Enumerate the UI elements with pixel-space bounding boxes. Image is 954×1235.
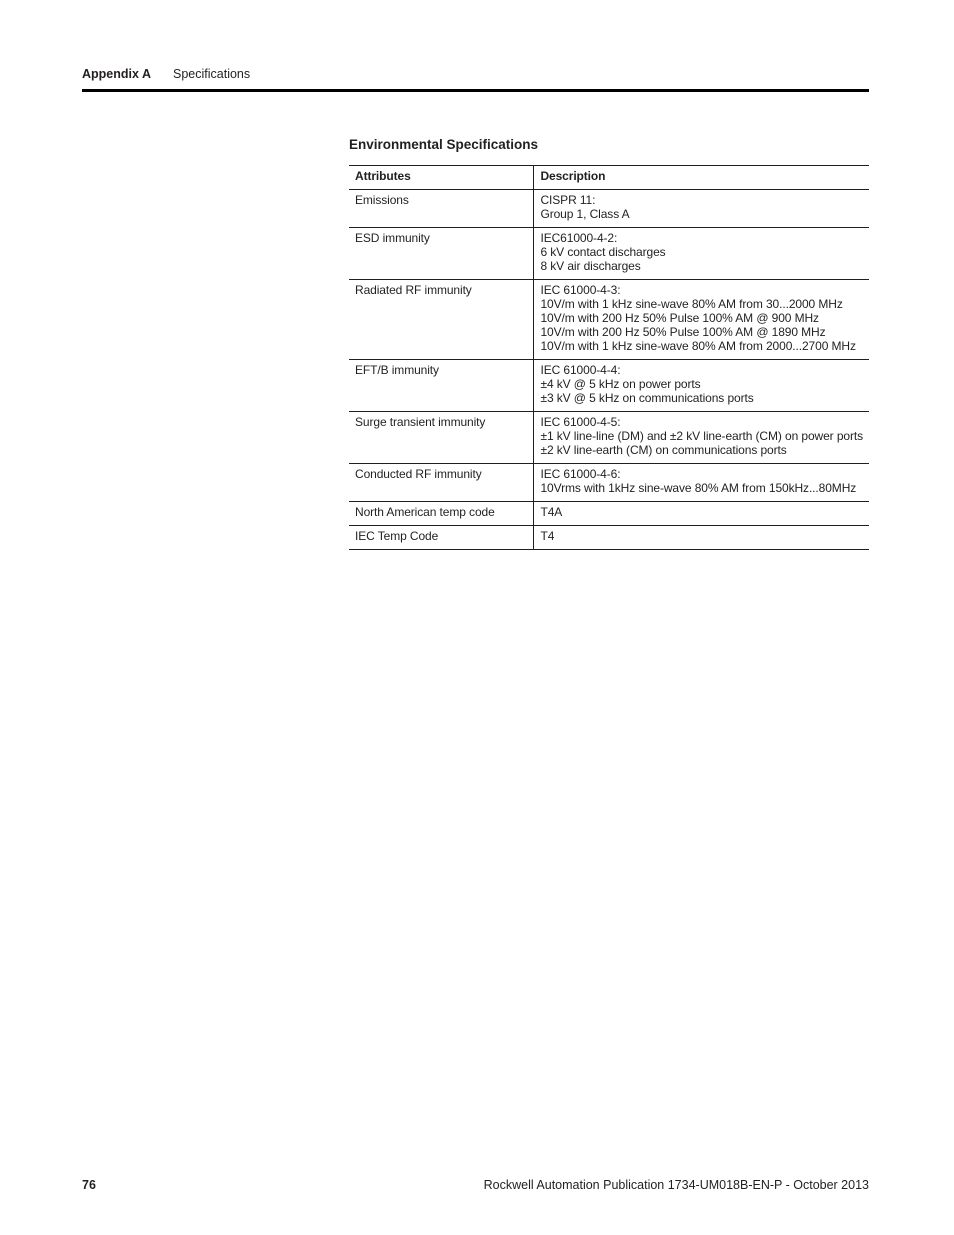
table-row xyxy=(349,228,869,280)
table-header-row xyxy=(349,166,869,190)
description-cell xyxy=(534,464,869,502)
description-line: 10V/m with 1 kHz sine-wave 80% AM from 30...2000 MHz xyxy=(540,297,843,311)
attribute-cell: Surge transient immunity xyxy=(349,412,534,464)
attribute-cell: Emissions xyxy=(349,190,534,228)
description-cell xyxy=(534,228,869,280)
description-line: ±1 kV line-line (DM) and ±2 kV line-earth (CM) on power ports xyxy=(540,429,863,443)
column-header-description: Description xyxy=(534,166,869,190)
attribute-cell: ESD immunity xyxy=(349,228,534,280)
page-header xyxy=(82,66,869,82)
environmental-specifications-table xyxy=(349,165,869,550)
attribute-cell: North American temp code xyxy=(349,502,534,526)
description-line: IEC61000-4-2: xyxy=(540,231,618,245)
description-cell xyxy=(534,526,869,550)
description-cell xyxy=(534,280,869,360)
description-cell xyxy=(534,502,869,526)
table-row xyxy=(349,502,869,526)
table-row xyxy=(349,412,869,464)
attribute-cell: Radiated RF immunity xyxy=(349,280,534,360)
description-line: Group 1, Class A xyxy=(540,207,630,221)
description-line: ±3 kV @ 5 kHz on communications ports xyxy=(540,391,754,405)
header-rule xyxy=(82,89,869,92)
description-cell xyxy=(534,412,869,464)
table-row xyxy=(349,526,869,550)
section-label: Specifications xyxy=(173,67,251,81)
appendix-label: Appendix A xyxy=(82,67,151,81)
description-line: IEC 61000-4-4: xyxy=(540,363,621,377)
description-line: IEC 61000-4-5: xyxy=(540,415,621,429)
table-row xyxy=(349,190,869,228)
description-cell xyxy=(534,360,869,412)
description-line: CISPR 11: xyxy=(540,193,596,207)
description-line: IEC 61000-4-6: xyxy=(540,467,621,481)
table-row xyxy=(349,464,869,502)
description-line: 10Vrms with 1kHz sine-wave 80% AM from 150kHz...80MHz xyxy=(540,481,857,495)
description-line: 8 kV air discharges xyxy=(540,259,641,273)
description-line: ±2 kV line-earth (CM) on communications ports xyxy=(540,443,787,457)
description-line: T4A xyxy=(540,505,563,519)
description-line: 10V/m with 200 Hz 50% Pulse 100% AM @ 1890 MHz xyxy=(540,325,826,339)
table-row xyxy=(349,360,869,412)
table-body xyxy=(349,190,869,550)
description-line: 10V/m with 1 kHz sine-wave 80% AM from 2000...2700 MHz xyxy=(540,339,856,353)
description-line: 6 kV contact discharges xyxy=(540,245,666,259)
description-line: ±4 kV @ 5 kHz on power ports xyxy=(540,377,701,391)
table-title: Environmental Specifications xyxy=(349,137,539,152)
attribute-cell: IEC Temp Code xyxy=(349,526,534,550)
column-header-attributes: Attributes xyxy=(349,166,534,190)
attribute-cell: Conducted RF immunity xyxy=(349,464,534,502)
attribute-cell: EFT/B immunity xyxy=(349,360,534,412)
page-number: 76 xyxy=(82,1178,96,1192)
table-row xyxy=(349,280,869,360)
publication-info: Rockwell Automation Publication 1734-UM018B-EN-P - October 2013 xyxy=(483,1178,869,1192)
description-line: 10V/m with 200 Hz 50% Pulse 100% AM @ 900 MHz xyxy=(540,311,819,325)
description-line: IEC 61000-4-3: xyxy=(540,283,621,297)
description-line: T4 xyxy=(540,529,555,543)
description-cell xyxy=(534,190,869,228)
